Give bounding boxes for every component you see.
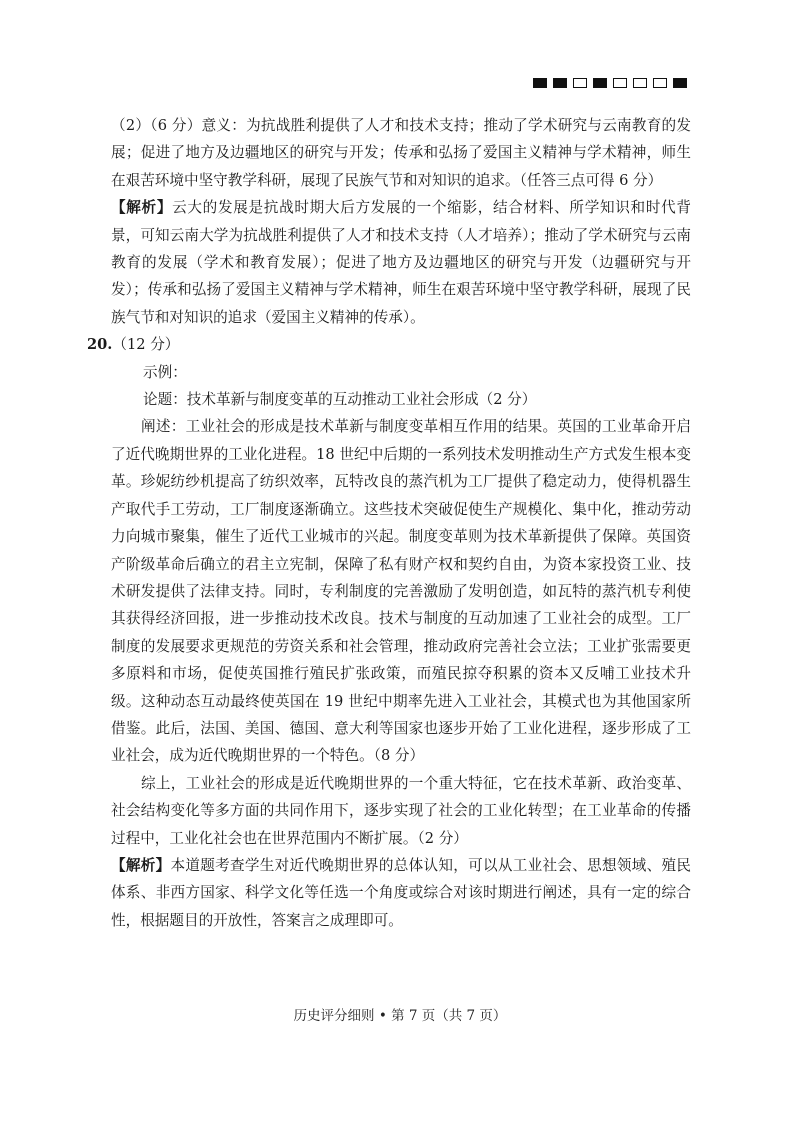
page-marker-2 <box>553 78 567 88</box>
q20-analysis-text: 本道题考查学生对近代晚期世界的总体认知，可以从工业社会、思想领域、殖民体系、非西方国家、科学文化等任选一个角度或综合对该时期进行阐述，具有一定的综合性，根据题目的开放性，答案言之成理即可。 <box>111 856 691 929</box>
page-marker-6 <box>633 78 647 88</box>
page-marker-3 <box>573 78 587 88</box>
q19-2-analysis-text: 云大的发展是抗战时期大后方发展的一个缩影，结合材料、所学知识和时代背景，可知云南大学为抗战胜利提供了人才和技术支持（人才培养）；推动了学术研究与云南教育的发展（学术和教育发展）；促进了地方及边疆地区的研究与开发（边疆研究与开发）；传承和弘扬了爱国主义精神与学术精神，师生在艰苦环境中坚守教学科研，展现了民族气节和对知识的追求（爱国主义精神的传承）。 <box>111 199 691 326</box>
page-marker-7 <box>653 78 667 88</box>
page-marker-4 <box>593 78 607 88</box>
q20-example-label: 示例： <box>143 363 187 381</box>
page-marker-8 <box>673 78 687 88</box>
analysis-tag: 【解析】 <box>111 856 171 874</box>
q20-conclusion: 综上，工业社会的形成是近代晚期世界的一个重大特征，它在技术革新、政治变革、社会结构变化等多方面的共同作用下，逐步实现了社会的工业化转型；在工业革命的传播过程中，工业化社会也在世界范围内不断扩展。（2 分） <box>111 774 691 847</box>
q19-2-analysis <box>111 194 691 331</box>
q19-2-answer <box>111 112 691 194</box>
answer-content <box>87 112 691 934</box>
q20-score: （12 分） <box>112 336 180 354</box>
q20-thesis: 论题：技术革新与制度变革的互动推动工业社会形成（2 分） <box>143 391 537 409</box>
q19-2-answer-text: （2）（6 分）意义：为抗战胜利提供了人才和技术支持；推动了学术研究与云南教育的发展；促进了地方及边疆地区的研究与开发；传承和弘扬了爱国主义精神与学术精神，师生在艰苦环境中坚守教学科研，展现了民族气节和对知识的追求。（任答三点可得 6 分） <box>111 117 691 189</box>
q20-analysis <box>111 852 691 934</box>
page-marker-strip <box>533 78 687 88</box>
q20-heading <box>87 331 691 358</box>
page-marker-5 <box>613 78 627 88</box>
page-footer: 历史评分细则 • 第 7 页（共 7 页） <box>293 1008 507 1024</box>
page-marker-1 <box>533 78 547 88</box>
q20-number: 20. <box>87 336 113 354</box>
analysis-tag: 【解析】 <box>111 199 173 217</box>
q20-elaboration: 阐述：工业社会的形成是技术革新与制度变革相互作用的结果。英国的工业革命开启了近代晚期世界的工业化进程。18 世纪中后期的一系列技术发明推动生产方式发生根本变革。珍妮纺纱机提高了纺织效率，瓦特改良的蒸汽机为工厂提供了稳定动力，使得机器生产取代手工劳动，工厂制度逐渐确立。这些技术突破促使生产规模化、集中化，推动劳动力向城市聚集，催生了近代工业城市的兴起。制度变革则为技术革新提供了保障。英国资产阶级革命后确立的君主立宪制，保障了私有财产权和契约自由，为资本家投资工业、技术研发提供了法律支持。同时，专利制度的完善激励了发明创造，如瓦特的蒸汽机专利使其获得经济回报，进一步推动技术改良。技术与制度的互动加速了工业社会的成型。工厂制度的发展要求更规范的劳资关系和社会管理，推动政府完善社会立法；工业扩张需要更多原料和市场，促使英国推行殖民扩张政策，而殖民掠夺积累的资本又反哺工业技术升级。这种动态互动最终使英国在 19 世纪中期率先进入工业社会，其模式也为其他国家所借鉴。此后，法国、美国、德国、意大利等国家也逐步开始了工业化进程，逐步形成了工业社会，成为近代晚期世界的一个特色。（8 分） <box>111 418 691 765</box>
